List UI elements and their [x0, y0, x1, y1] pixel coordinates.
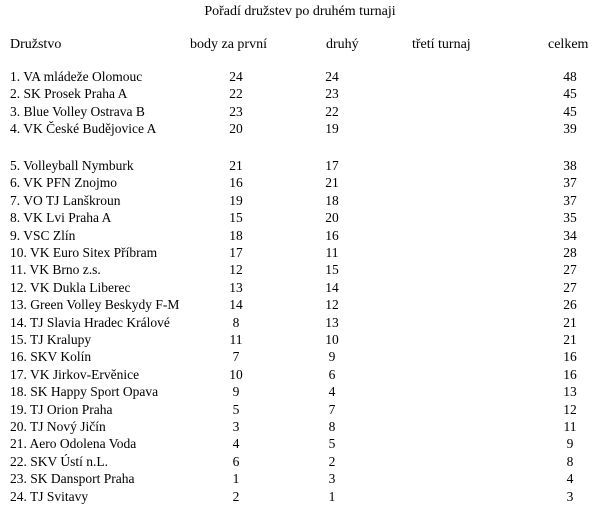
table-row — [0, 244, 600, 261]
cell-team: 11. VK Brno z.s. — [10, 262, 101, 278]
cell-first: 13 — [229, 279, 243, 295]
cell-total: 21 — [563, 332, 577, 347]
cell-first: 16 — [229, 175, 243, 191]
cell-team: 12. VK Dukla Liberec — [10, 279, 131, 295]
table-row — [0, 418, 600, 435]
cell-second: 4 — [328, 384, 336, 400]
cell-team: 10. VK Euro Sitex Příbram — [10, 245, 158, 260]
cell-second: 19 — [325, 121, 339, 137]
cell-team: 1. VA mládeže Olomouc — [10, 69, 143, 84]
table-row — [0, 401, 600, 418]
cell-first: 22 — [229, 86, 243, 102]
cell-team: 18. SK Happy Sport Opava — [10, 384, 159, 400]
cell-total: 26 — [563, 297, 577, 313]
cell-total: 4 — [566, 471, 574, 487]
cell-team: 2. SK Prosek Praha A — [10, 86, 128, 102]
cell-team: 13. Green Volley Beskydy F-M — [10, 297, 180, 313]
cell-first: 5 — [232, 401, 240, 417]
cell-total: 35 — [563, 210, 577, 226]
cell-first: 17 — [229, 245, 243, 260]
cell-second: 14 — [325, 279, 339, 295]
cell-first: 15 — [229, 210, 243, 226]
cell-total: 45 — [563, 86, 577, 102]
cell-team: 7. VO TJ Lanškroun — [10, 192, 121, 208]
table-row — [0, 85, 600, 102]
cell-total: 3 — [566, 488, 574, 504]
cell-team: 17. VK Jirkov-Ervěnice — [10, 366, 140, 382]
cell-first: 4 — [232, 436, 240, 452]
cell-second: 20 — [325, 210, 339, 226]
header-second-tournament: druhý — [326, 37, 359, 52]
cell-second: 13 — [325, 314, 339, 330]
cell-total: 21 — [563, 314, 577, 330]
cell-team: 22. SKV Ústí n.L. — [10, 453, 109, 469]
cell-total: 16 — [563, 366, 577, 382]
table-row — [0, 120, 600, 137]
cell-first: 21 — [229, 158, 243, 173]
cell-second: 6 — [328, 366, 336, 382]
cell-second: 7 — [328, 401, 336, 417]
table-row — [0, 435, 600, 452]
table-row — [0, 209, 600, 226]
cell-second: 9 — [328, 349, 336, 365]
cell-team: 6. VK PFN Znojmo — [10, 175, 118, 191]
cell-second: 24 — [325, 69, 339, 84]
cell-total: 38 — [563, 158, 577, 173]
table-row — [0, 157, 600, 174]
cell-team: 20. TJ Nový Jičín — [10, 419, 106, 434]
cell-second: 5 — [328, 436, 336, 452]
cell-total: 13 — [563, 384, 577, 400]
cell-first: 7 — [232, 349, 240, 365]
cell-total: 37 — [563, 175, 577, 191]
cell-team: 4. VK České Budějovice A — [10, 121, 157, 137]
cell-total: 16 — [563, 349, 577, 365]
cell-total: 48 — [563, 69, 577, 84]
cell-second: 15 — [325, 262, 339, 278]
cell-second: 11 — [325, 245, 339, 260]
cell-second: 2 — [328, 453, 336, 469]
cell-total: 34 — [563, 227, 577, 243]
cell-total: 45 — [563, 103, 577, 119]
cell-second: 17 — [325, 158, 339, 173]
header-first-tournament: body za první — [190, 37, 267, 52]
cell-first: 2 — [232, 488, 240, 504]
cell-team: 9. VSC Zlín — [10, 227, 76, 243]
cell-second: 21 — [325, 175, 339, 191]
cell-team: 16. SKV Kolín — [10, 349, 92, 365]
table-row — [0, 103, 600, 120]
table-row — [0, 488, 600, 505]
table-row — [0, 453, 600, 470]
table-row — [0, 383, 600, 400]
cell-first: 10 — [229, 366, 243, 382]
cell-second: 10 — [325, 332, 339, 347]
cell-total: 12 — [563, 401, 577, 417]
cell-first: 6 — [232, 453, 240, 469]
table-row — [0, 366, 600, 383]
table-row — [0, 314, 600, 331]
cell-first: 11 — [229, 332, 243, 347]
cell-total: 37 — [563, 192, 577, 208]
cell-team: 14. TJ Slavia Hradec Králové — [10, 314, 170, 330]
cell-team: 5. Volleyball Nymburk — [10, 158, 134, 173]
table-row — [0, 331, 600, 348]
table-row — [0, 192, 600, 209]
table-row — [0, 279, 600, 296]
cell-first: 19 — [229, 192, 243, 208]
cell-first: 8 — [232, 314, 240, 330]
cell-first: 3 — [232, 419, 240, 434]
table-row — [0, 261, 600, 278]
cell-team: 8. VK Lvi Praha A — [10, 210, 112, 226]
cell-second: 22 — [325, 103, 339, 119]
cell-first: 1 — [232, 471, 240, 487]
table-row — [0, 174, 600, 191]
cell-second: 18 — [325, 192, 339, 208]
page-title: Pořadí družstev po druhém turnaji — [204, 4, 396, 19]
cell-second: 8 — [328, 419, 336, 434]
table-row — [0, 470, 600, 487]
cell-second: 1 — [328, 488, 336, 504]
header-total: celkem — [548, 37, 589, 52]
cell-first: 12 — [229, 262, 243, 278]
table-row — [0, 296, 600, 313]
cell-total: 27 — [563, 279, 577, 295]
table-row — [0, 227, 600, 244]
cell-second: 16 — [325, 227, 339, 243]
cell-second: 23 — [325, 86, 339, 102]
cell-team: 23. SK Dansport Praha — [10, 471, 135, 487]
cell-total: 28 — [563, 245, 577, 260]
cell-first: 9 — [232, 384, 240, 400]
cell-first: 14 — [229, 297, 243, 313]
cell-team: 3. Blue Volley Ostrava B — [10, 103, 145, 119]
cell-total: 27 — [563, 262, 577, 278]
cell-first: 24 — [229, 69, 243, 84]
table-row — [0, 68, 600, 85]
cell-second: 12 — [325, 297, 339, 313]
header-team: Družstvo — [10, 37, 62, 52]
cell-team: 19. TJ Orion Praha — [10, 401, 113, 417]
cell-second: 3 — [328, 471, 336, 487]
cell-first: 20 — [229, 121, 243, 137]
cell-team: 21. Aero Odolena Voda — [10, 436, 137, 452]
table-header — [0, 36, 600, 53]
cell-first: 23 — [229, 103, 243, 119]
header-third-tournament: třetí turnaj — [412, 37, 471, 52]
table-row — [0, 348, 600, 365]
cell-total: 11 — [563, 419, 577, 434]
cell-first: 18 — [229, 227, 243, 243]
cell-total: 39 — [563, 121, 577, 137]
cell-total: 9 — [566, 436, 574, 452]
cell-total: 8 — [566, 453, 574, 469]
cell-team: 24. TJ Svitavy — [10, 488, 89, 504]
cell-team: 15. TJ Kralupy — [10, 332, 92, 347]
